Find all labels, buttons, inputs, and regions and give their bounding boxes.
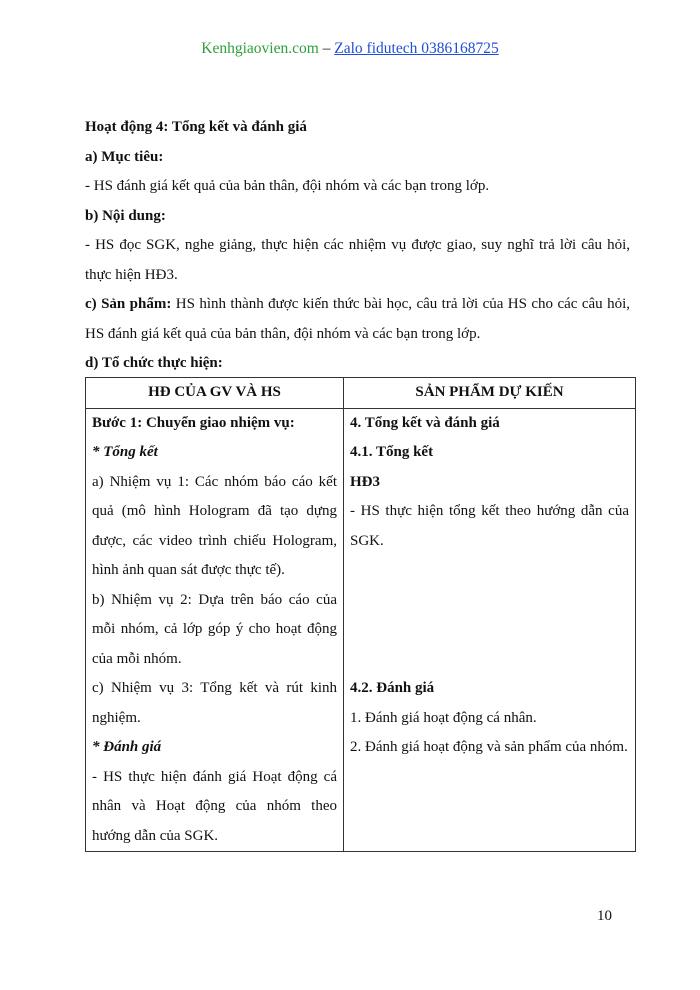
- activities-cell: [86, 408, 344, 852]
- document-body: [85, 113, 630, 379]
- hd3-text: - HS thực hiện tổng kết theo hướng dẫn của SGK.: [350, 503, 629, 549]
- evaluation-item-1: 1. Đánh giá hoạt động cá nhân.: [350, 709, 537, 726]
- hd3-label: HĐ3: [350, 473, 380, 490]
- spacer: [350, 556, 629, 674]
- subsection-tong-ket: 4.1. Tổng kết: [350, 444, 434, 460]
- noi-dung-text: - HS đọc SGK, nghe giảng, thực hiện các nhiệm vụ được giao, suy nghĩ trả lời câu hỏi, thực hiện HĐ3.: [85, 237, 630, 283]
- task-3: c) Nhiệm vụ 3: Tổng kết và rút kinh nghiệm.: [92, 680, 337, 726]
- san-pham-text: HS hình thành được kiến thức bài học, câu trả lời của HS cho các câu hỏi, HS đánh giá kết quả của bản thân, đội nhóm và các bạn trong lớp.: [85, 296, 630, 342]
- table-row: [86, 408, 636, 852]
- task-1: a) Nhiệm vụ 1: Các nhóm báo cáo kết quả (mô hình Hologram đã tạo dựng được, các video trình chiếu Hologram, hình ảnh quan sát được thực tế).: [92, 473, 337, 578]
- evaluation-text: - HS thực hiện đánh giá Hoạt động cá nhân và Hoạt động của nhóm theo hướng dẫn của SGK.: [92, 768, 337, 844]
- evaluation-item-2: 2. Đánh giá hoạt động và sản phẩm của nhóm.: [350, 739, 628, 755]
- zalo-contact-link[interactable]: Zalo fidutech 0386168725: [334, 40, 499, 57]
- product-title: 4. Tổng kết và đánh giá: [350, 414, 500, 431]
- san-pham-heading: c) Sản phẩm:: [85, 296, 172, 312]
- column-header-products: SẢN PHẨM DỰ KIẾN: [344, 378, 636, 409]
- noi-dung-heading: b) Nội dung:: [85, 207, 166, 224]
- step-1-heading: Bước 1: Chuyển giao nhiệm vụ:: [92, 414, 295, 431]
- site-name[interactable]: Kenhgiaovien.com: [201, 40, 319, 57]
- tong-ket-label: * Tổng kết: [92, 444, 158, 460]
- activity-title: Hoạt động 4: Tổng kết và đánh giá: [85, 119, 307, 135]
- danh-gia-label: * Đánh giá: [92, 739, 162, 755]
- activity-table: [85, 377, 636, 852]
- san-pham-paragraph: [85, 290, 630, 349]
- muc-tieu-text: - HS đánh giá kết quả của bản thân, đội nhóm và các bạn trong lớp.: [85, 178, 490, 194]
- to-chuc-heading: d) Tổ chức thực hiện:: [85, 355, 223, 371]
- page-header: [0, 40, 700, 58]
- column-header-activities: HĐ CỦA GV VÀ HS: [86, 378, 344, 409]
- header-separator: –: [318, 40, 335, 57]
- subsection-danh-gia: 4.2. Đánh giá: [350, 680, 435, 696]
- table-header-row: [86, 378, 636, 409]
- products-cell: [344, 408, 636, 852]
- task-2: b) Nhiệm vụ 2: Dựa trên báo cáo của mỗi nhóm, cả lớp góp ý cho hoạt động của mỗi nhóm.: [92, 591, 337, 667]
- page-number: 10: [597, 908, 612, 924]
- muc-tieu-heading: a) Mục tiêu:: [85, 148, 164, 165]
